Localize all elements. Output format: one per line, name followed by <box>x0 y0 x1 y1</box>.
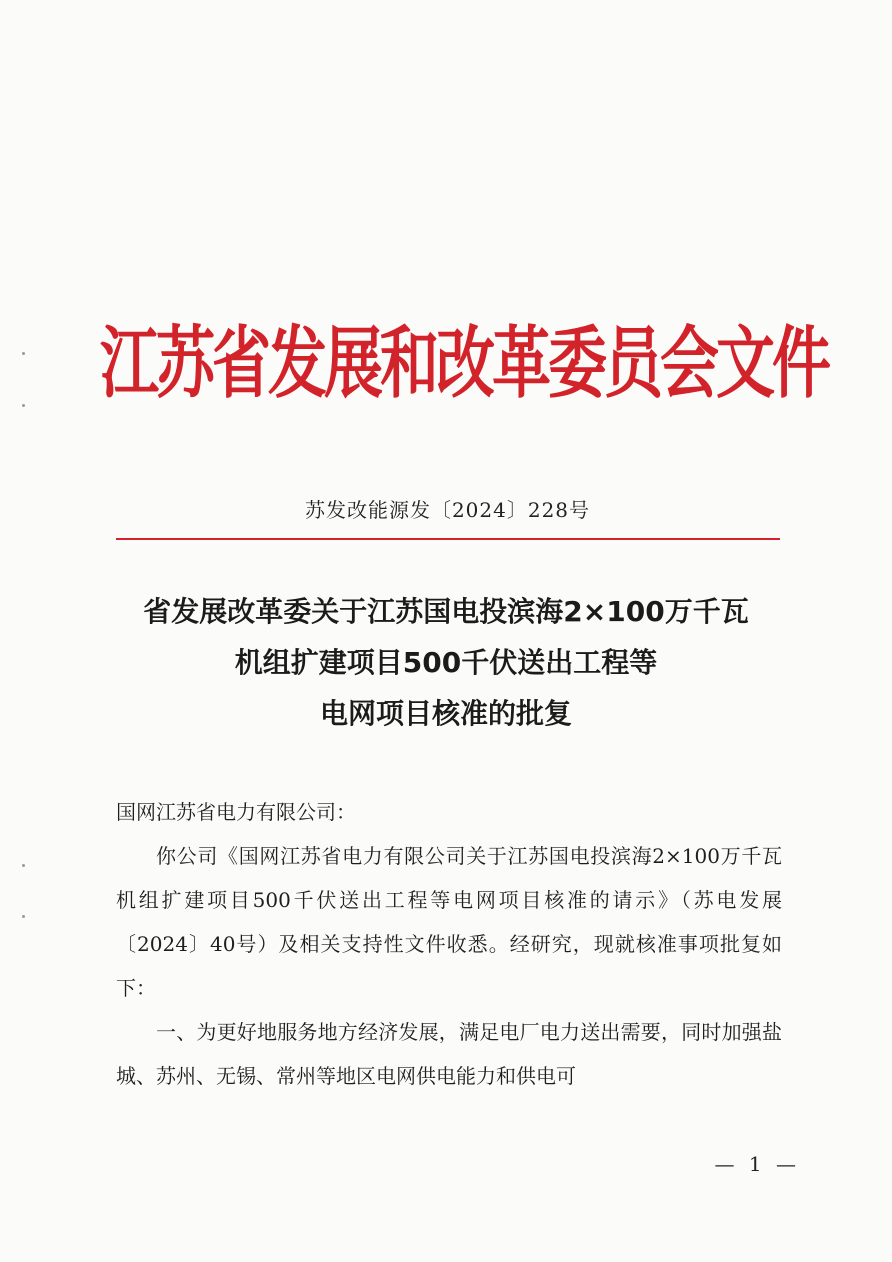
agency-header-title: 江苏省发展和改革委员会文件 <box>100 317 829 409</box>
scan-mark <box>22 915 25 918</box>
title-line-1: 省发展改革委关于江苏国电投滨海2×100万千瓦 <box>143 595 749 628</box>
document-title <box>100 586 792 739</box>
red-divider <box>116 538 780 540</box>
scan-mark <box>22 352 25 355</box>
addressee: 国网江苏省电力有限公司： <box>116 800 356 824</box>
body-paragraph-1: 你公司《国网江苏省电力有限公司关于江苏国电投滨海2×100万千瓦机组扩建项目500千伏送出工程等电网项目核准的请示》（苏电发展〔2024〕40号）及相关支持性文件收悉。经研究，现就核准事项批复如下： <box>116 844 782 1000</box>
document-number: 苏发改能源发〔2024〕228号 <box>304 498 591 522</box>
scan-mark <box>22 864 25 867</box>
title-line-2: 机组扩建项目500千伏送出工程等 <box>234 646 658 679</box>
body-paragraph-2: 一、为更好地服务地方经济发展，满足电厂电力送出需要，同时加强盐城、苏州、无锡、常州等地区电网供电能力和供电可 <box>116 1020 782 1088</box>
scan-mark <box>22 404 25 407</box>
title-line-3: 电网项目核准的批复 <box>319 697 572 730</box>
page-number: — 1 — <box>714 1152 800 1176</box>
document-body <box>116 790 782 1098</box>
